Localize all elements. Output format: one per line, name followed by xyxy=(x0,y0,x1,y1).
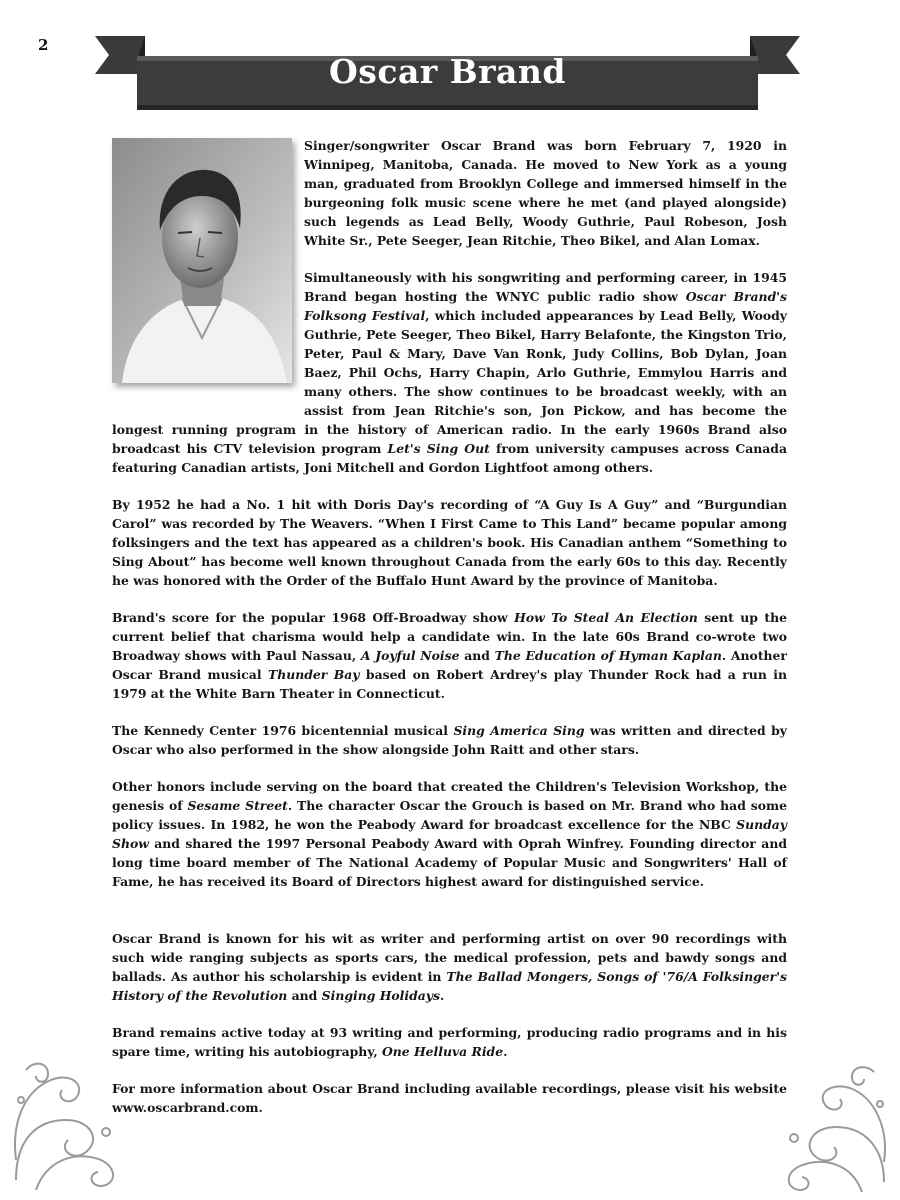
bio-paragraph-7: Oscar Brand is known for his wit as writer and performing artist on over 90 recordings with such wide ranging subjects as sports cars, the medical profession, pets and bawdy songs and ballads. As author his scholarship is evident in The Ballad Mongers, Songs of '76/A Folksinger's History of the Revolution and Singing Holidays. xyxy=(112,931,787,1003)
corner-ornament-left xyxy=(6,1040,126,1190)
biography-text xyxy=(112,0,787,1135)
portrait-wrap-spacer xyxy=(112,0,304,408)
bio-paragraph-3: By 1952 he had a No. 1 hit with Doris Day's recording of “A Guy Is A Guy” and “Burgundian Carol” was recorded by The Weavers. “When I First Came to This Land” became popular among folksingers and the text has appeared as a children's book. His Canadian anthem “Something to Sing About” has become well known throughout Canada from the early 60s to this day. Recently he was honored with the Order of the Buffalo Hunt Award by the province of Manitoba. xyxy=(112,497,787,588)
bio-paragraph-4: Brand's score for the popular 1968 Off-Broadway show How To Steal An Election sent up the current belief that charisma would help a candidate win. In the late 60s Brand co-wrote two Broadway shows with Paul Nassau, A Joyful Noise and The Education of Hyman Kaplan. Another Oscar Brand musical Thunder Bay based on Robert Ardrey's play Thunder Rock had a run in 1979 at the White Barn Theater in Connecticut. xyxy=(112,610,787,701)
page-title: Oscar Brand xyxy=(329,52,566,91)
bio-paragraph-2: Simultaneously with his songwriting and performing career, in 1945 Brand began hosting the WNYC public radio show Oscar Brand's Folksong Festival, which included appearances by Lead Belly, Woody Guthrie, Pete Seeger, Theo Bikel, Harry Belafonte, the Kingston Trio, Peter, Paul & Mary, Dave Van Ronk, Judy Collins, Bob Dylan, Joan Baez, Phil Ochs, Harry Chapin, Arlo Guthrie, Emmylou Harris and many others. The show continues to be broadcast weekly, with an assist from Jean Ritchie's son, Jon Pickow, and has become the longest running program in the history of American radio. In the early 1960s Brand also broadcast his CTV television program Let's Sing Out from university campuses across Canada featuring Canadian artists, Joni Mitchell and Gordon Lightfoot among others. xyxy=(112,270,788,475)
bio-paragraph-8: Brand remains active today at 93 writing and performing, producing radio programs and in his spare time, writing his autobiography, One Helluva Ride. xyxy=(112,1025,787,1059)
page-number: 2 xyxy=(38,36,49,54)
bio-paragraph-6: Other honors include serving on the board that created the Children's Television Workshop, the genesis of Sesame Street. The character Oscar the Grouch is based on Mr. Brand who had some policy issues. In 1982, he won the Peabody Award for broadcast excellence for the NBC Sunday Show and shared the 1997 Personal Peabody Award with Oprah Winfrey. Founding director and long time board member of The National Academy of Popular Music and Songwriters' Hall of Fame, he has received its Board of Directors highest award for distinguished service. xyxy=(112,779,787,889)
bio-paragraph-1: Singer/songwriter Oscar Brand was born February 7, 1920 in Winnipeg, Manitoba, Canada. He moved to New York as a young man, graduated from Brooklyn College and immersed himself in the burgeoning folk music scene where he met (and played alongside) such legends as Lead Belly, Woody Guthrie, Paul Robeson, Josh White Sr., Pete Seeger, Jean Ritchie, Theo Bikel, and Alan Lomax. xyxy=(304,138,787,248)
bio-paragraph-5: The Kennedy Center 1976 bicentennial musical Sing America Sing was written and directed by Oscar who also performed in the show alongside John Raitt and other stars. xyxy=(112,723,788,757)
bio-paragraph-9: For more information about Oscar Brand including available recordings, please visit his website www.oscarbrand.com. xyxy=(112,1081,787,1115)
corner-ornament-right xyxy=(774,1052,894,1192)
